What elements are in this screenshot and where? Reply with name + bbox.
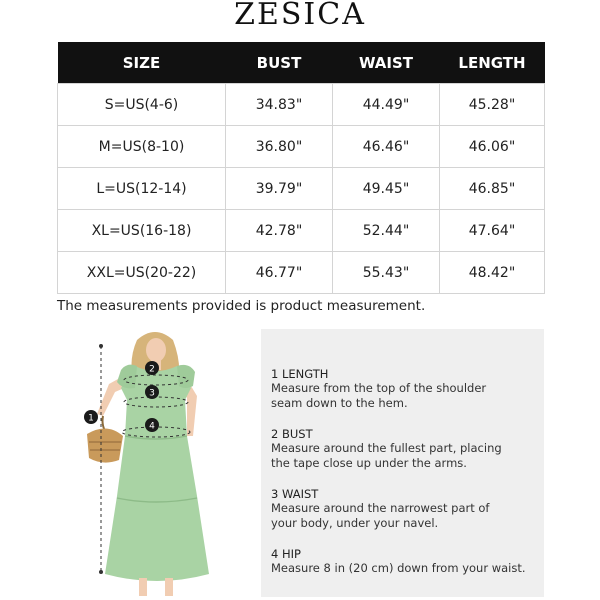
waist-cell: 44.49"	[333, 84, 440, 126]
size-chart-table	[57, 42, 545, 294]
marker-4	[145, 418, 159, 432]
bust-cell: 46.77"	[226, 252, 333, 294]
length-cell: 45.28"	[440, 84, 545, 126]
instruction-desc: your body, under your navel.	[271, 516, 439, 530]
measurement-note: The measurements provided is product measurement.	[57, 298, 426, 314]
instruction-hip	[271, 547, 536, 576]
bust-cell: 34.83"	[226, 84, 333, 126]
table-row	[58, 210, 545, 252]
length-cell: 46.06"	[440, 126, 545, 168]
header-size: SIZE	[58, 42, 226, 84]
table-row	[58, 168, 545, 210]
waist-cell: 52.44"	[333, 210, 440, 252]
size-cell: S=US(4-6)	[58, 84, 226, 126]
waist-cell: 55.43"	[333, 252, 440, 294]
bust-cell: 42.78"	[226, 210, 333, 252]
table-header-row	[58, 42, 545, 84]
svg-text:4: 4	[149, 421, 155, 432]
instruction-desc: Measure around the fullest part, placing	[271, 441, 502, 455]
marker-1	[84, 410, 98, 424]
size-cell: M=US(8-10)	[58, 126, 226, 168]
instruction-desc: Measure around the narrowest part of	[271, 501, 490, 515]
svg-text:3: 3	[149, 388, 155, 399]
face-shape	[146, 338, 166, 362]
length-cell: 47.64"	[440, 210, 545, 252]
table-row	[58, 126, 545, 168]
waist-cell: 49.45"	[333, 168, 440, 210]
size-cell: XXL=US(20-22)	[58, 252, 226, 294]
brand-logo: ZESICA	[234, 0, 366, 32]
svg-text:1: 1	[88, 413, 94, 424]
instruction-title: 2 BUST	[271, 427, 313, 441]
marker-3	[145, 385, 159, 399]
instruction-length	[271, 367, 536, 411]
instruction-title: 1 LENGTH	[271, 367, 329, 381]
instruction-title: 3 WAIST	[271, 487, 319, 501]
model-photo	[57, 326, 247, 596]
size-cell: L=US(12-14)	[58, 168, 226, 210]
length-cell: 48.42"	[440, 252, 545, 294]
table-row	[58, 84, 545, 126]
table-row	[58, 252, 545, 294]
bust-cell: 36.80"	[226, 126, 333, 168]
measurement-instructions-panel	[261, 329, 544, 597]
instruction-desc: the tape close up under the arms.	[271, 456, 467, 470]
instruction-waist	[271, 487, 536, 531]
svg-text:2: 2	[149, 364, 155, 375]
waist-cell: 46.46"	[333, 126, 440, 168]
header-waist: WAIST	[333, 42, 440, 84]
instruction-desc: Measure from the top of the shoulder	[271, 381, 487, 395]
straw-bag	[87, 428, 123, 462]
length-cell: 46.85"	[440, 168, 545, 210]
header-bust: BUST	[226, 42, 333, 84]
bust-cell: 39.79"	[226, 168, 333, 210]
header-length: LENGTH	[440, 42, 545, 84]
instruction-desc: Measure 8 in (20 cm) down from your waist.	[271, 561, 526, 575]
instruction-desc: seam down to the hem.	[271, 396, 408, 410]
instruction-title: 4 HIP	[271, 547, 301, 561]
size-cell: XL=US(16-18)	[58, 210, 226, 252]
instruction-bust	[271, 427, 536, 471]
marker-2	[145, 361, 159, 375]
